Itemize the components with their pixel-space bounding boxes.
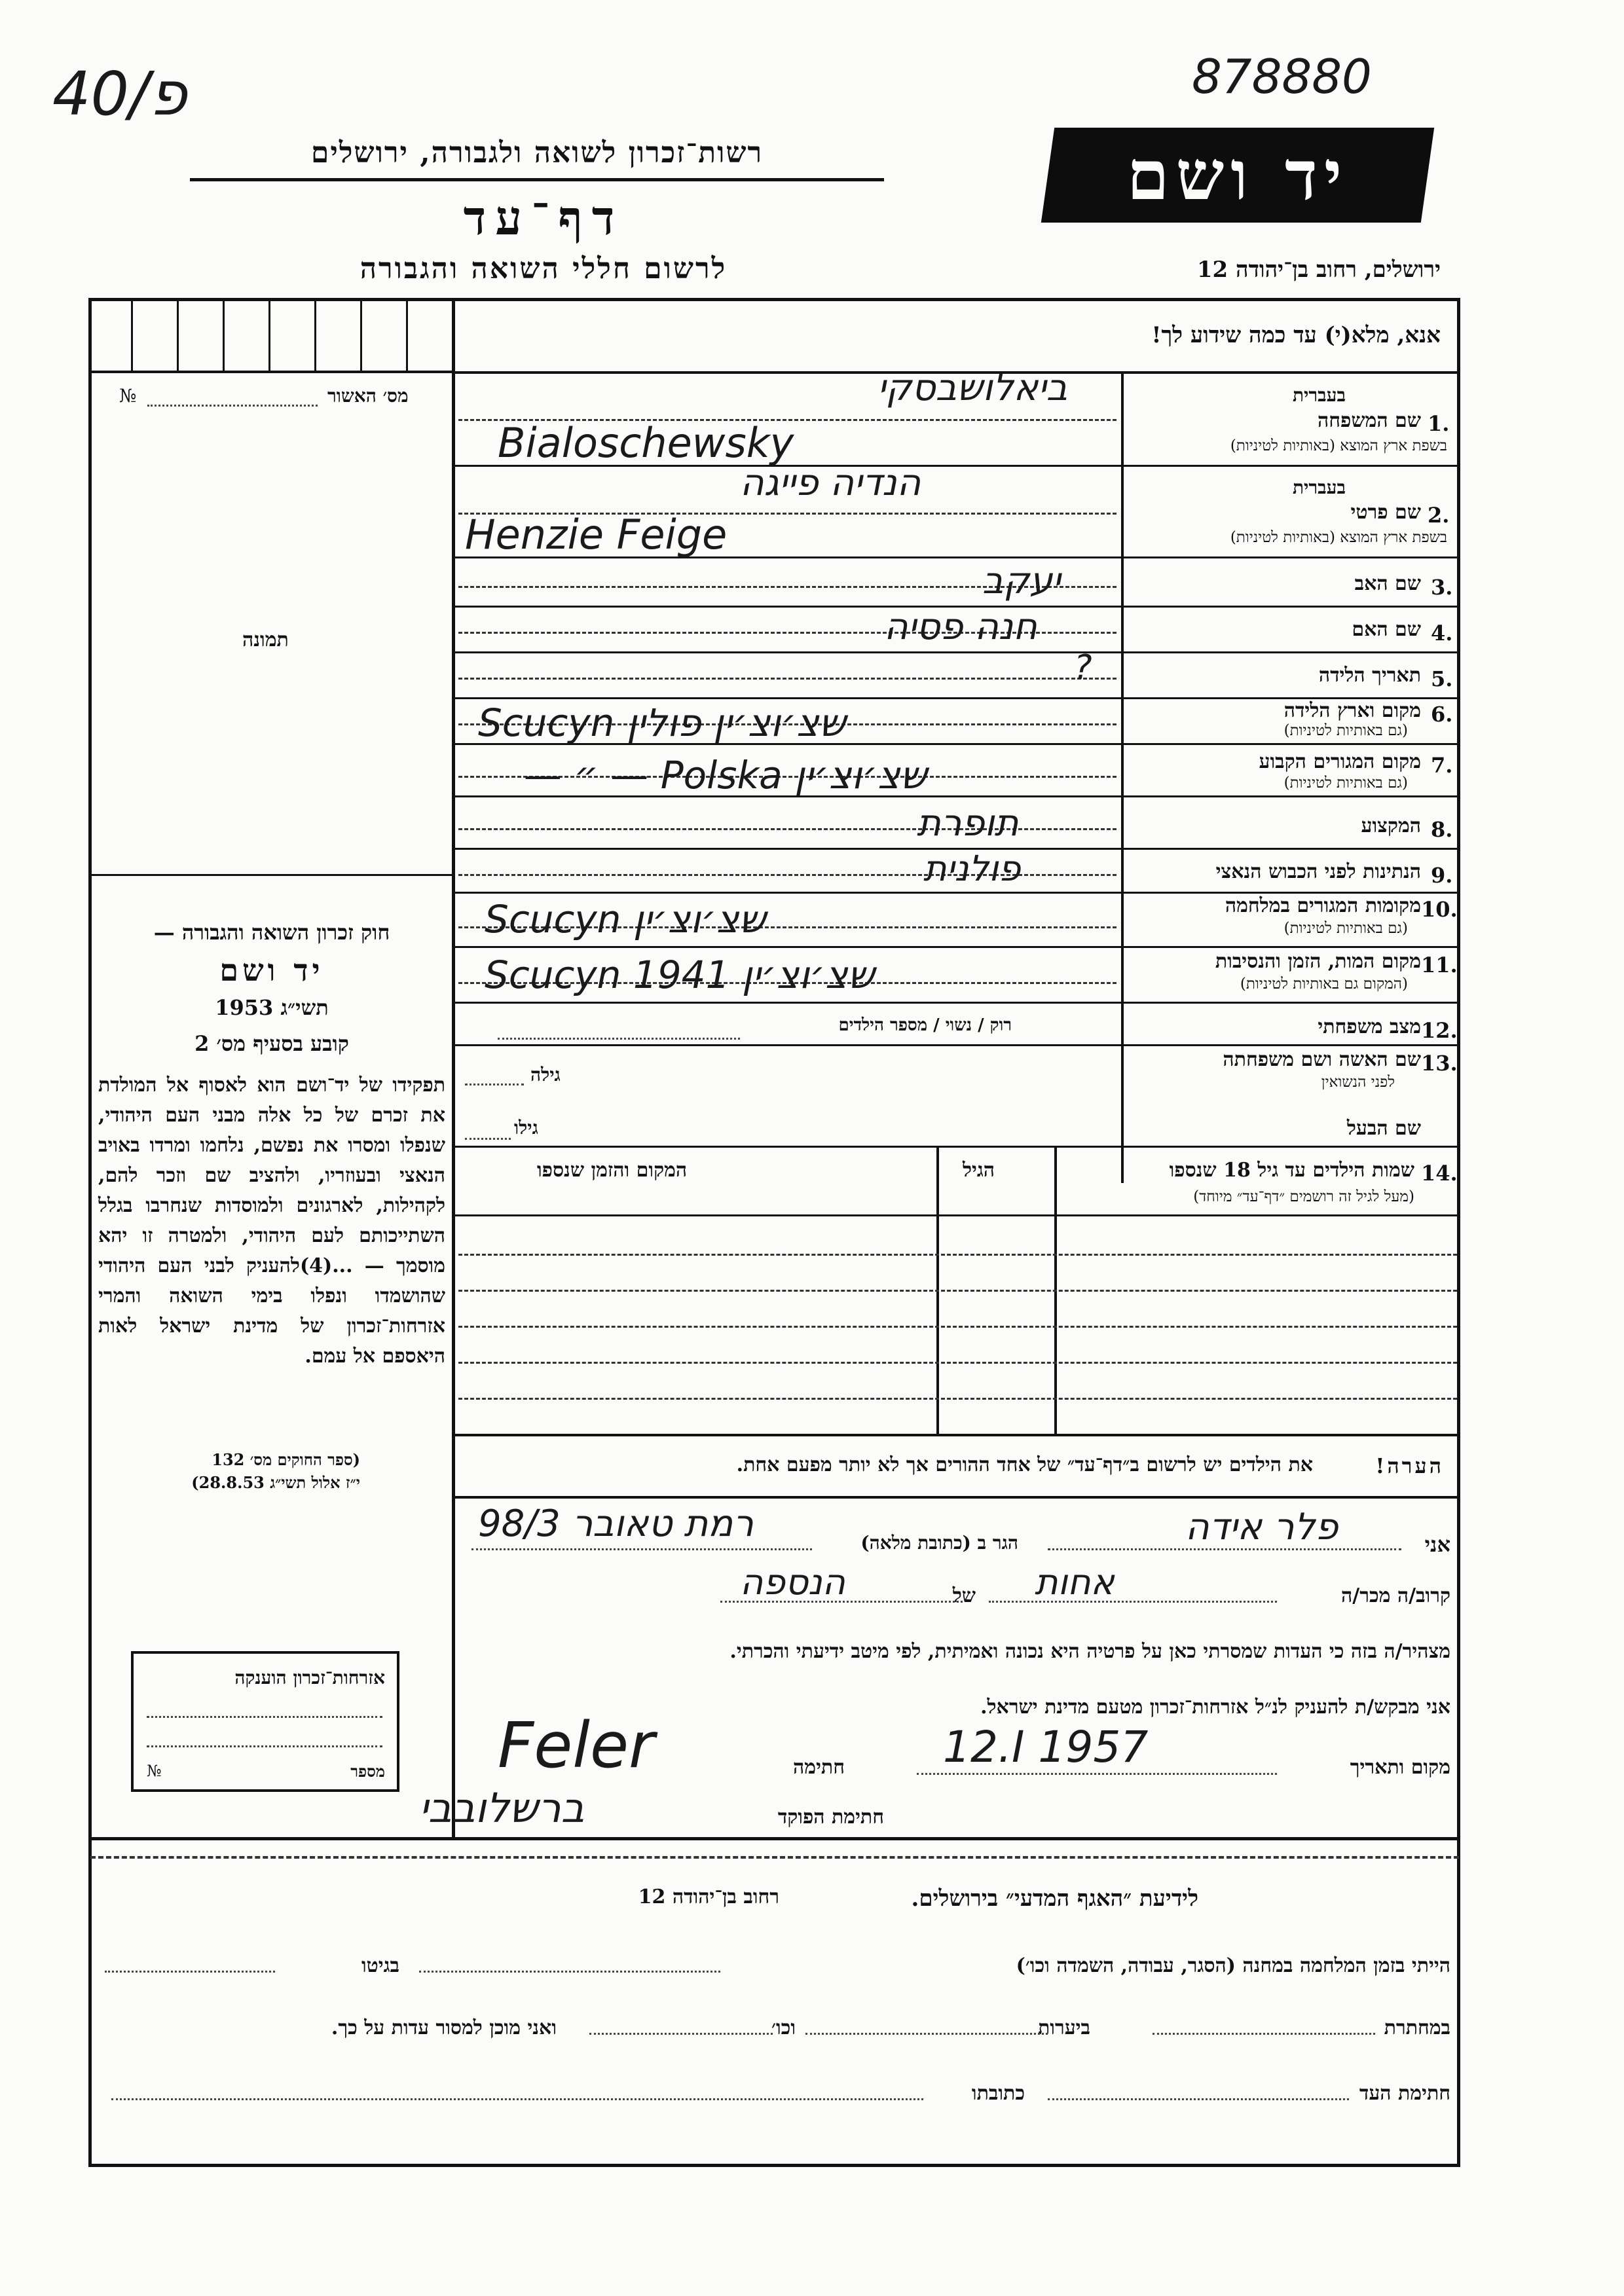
law-body: תפקידו של יד־ושם הוא לאסוף אל המולדת את זכרם של כל אלה מבני העם היהודי, שנפלו ומסרו את נפשם, נלחמו ומרדו באויב הנאצי ובעוזריו, ולהציב שם וזכר להם, לקהילות, לארגונים ולמוסדות שנחרבו בגלל השתייכותם לעם היהודי, ולמטרה זו יהא מוסמך — ...(4)להעניק לבני העם היהודי שהושמדו ונפלו בימי השואה והמרי אזרחות־זכרון של מדינת ישראל לאות היאספם אל עמם.	[98, 1074, 445, 1368]
declarant-resides-label: הגר ב (כתובת מלאה)	[860, 1532, 1018, 1554]
form-name: דף־עד	[463, 190, 624, 246]
law-year-hebrew: תשי״ג	[280, 995, 329, 1020]
note-text: את הילדים יש לרשום ב״דף־עד״ של אחד ההורים אך לא יותר מפעם אחת.	[736, 1453, 1313, 1476]
yad-vashem-logo	[1041, 128, 1434, 223]
father-name-value[interactable]: יעקב	[982, 560, 1061, 602]
relation-value[interactable]: אחות	[1035, 1561, 1115, 1603]
first-name-latin-value[interactable]: Henzie Feige	[465, 511, 728, 558]
footer-line2c: וכו׳	[771, 2016, 796, 2039]
birth-place-sub: (גם באותיות לטיניות)	[1283, 722, 1408, 739]
declarant-address[interactable]: רמת טאובר 98/3	[478, 1503, 754, 1545]
law-name: יד ושם	[219, 953, 324, 988]
surname-hebrew-value[interactable]: ביאלושבסקי	[877, 367, 1068, 409]
law-title: חוק זכרון השואה והגבורה —	[153, 920, 390, 945]
signature-label: חתימה	[793, 1756, 845, 1779]
first-name-hebrew-tag: בעברית	[1292, 477, 1346, 498]
citizenship-number-mark: №	[147, 1762, 162, 1780]
footer-line2b: ביערות	[1037, 2016, 1090, 2039]
footer-line2a: במחתרת	[1384, 2016, 1450, 2039]
logo-text: יד ושם	[1126, 135, 1349, 215]
corner-handwritten-mark: 40/פ	[52, 59, 187, 129]
birth-date-label: תאריך הלידה	[1318, 664, 1421, 687]
declarant-ani: אני	[1424, 1532, 1450, 1557]
declaration-date[interactable]: 12.I 1957	[943, 1722, 1149, 1772]
occupation-label: המקצוע	[1361, 814, 1421, 837]
war-residence-sub: (גם באותיות לטיניות)	[1283, 920, 1408, 937]
death-place-value[interactable]: Scucyn שצ׳וצ׳ין 1941	[485, 953, 875, 997]
footer-line3b: כתובתו	[971, 2082, 1025, 2105]
declarant-name[interactable]: פלר אידה	[1185, 1506, 1338, 1548]
birth-place-value[interactable]: Scucyn שצ׳וצ׳ין פולין	[478, 701, 846, 745]
wife-age-label: גילה	[530, 1064, 561, 1085]
footer-line1b: בגיטו	[361, 1954, 399, 1977]
field-number-7: 7.	[1431, 753, 1453, 778]
law-source: (ספר החוקים מס׳ 132	[212, 1450, 360, 1469]
occupation-value[interactable]: תופרת	[917, 802, 1019, 845]
field-number-12: 12.	[1421, 1018, 1458, 1043]
first-name-sub: בשפת ארץ המוצא (באותיות לטיניות)	[1230, 529, 1447, 546]
relation-label: קרוב/ה מכר/ה	[1341, 1584, 1450, 1607]
photo-label: תמונה	[242, 629, 289, 651]
wife-name-sub: לפני הנשואין	[1321, 1074, 1395, 1091]
surname-sub: בשפת ארץ המוצא (באותיות לטיניות)	[1230, 437, 1447, 454]
field-number-5: 5.	[1431, 666, 1453, 691]
permanent-residence-value[interactable]: — ״ — Polska שצ׳וצ׳ין	[524, 753, 927, 797]
field-number-6: 6.	[1431, 702, 1453, 727]
field-number-14: 14.	[1421, 1161, 1458, 1186]
war-residence-value[interactable]: Scucyn שצ׳וצ׳ין	[485, 897, 766, 941]
nationality-label: הנתינות לפני הכבוש הנאצי	[1215, 860, 1421, 883]
birth-place-label: מקום וארץ הלידה	[1283, 699, 1421, 722]
form-purpose: לרשום חללי השואה והגבורה	[360, 252, 728, 285]
footer-line2d: ואני מוכן למסור עדות על כך.	[331, 2016, 557, 2039]
relation-of-label: של	[952, 1584, 976, 1607]
field-number-2: 2.	[1428, 503, 1450, 528]
citizenship-box-title: אזרחות־זכרון הוענקה	[234, 1667, 385, 1688]
first-name-hebrew-value[interactable]: הנדיה פייגה	[740, 462, 921, 504]
footer-address: רחוב בן־יהודה 12	[638, 1886, 779, 1908]
field-number-13: 13.	[1421, 1051, 1458, 1076]
declaration-text: מצהיר/ה בזה כי העדות שמסרתי כאן על פרטיה היא נכונה ואמיתית, לפי מיטב ידיעתי והכרתי.	[729, 1640, 1450, 1663]
children-label: שמות הילדים עד גיל 18 שנספו	[1169, 1159, 1414, 1182]
children-sub: (מעל לגיל זה רושמים ״דף־עד״ מיוחד)	[1193, 1188, 1414, 1205]
husband-age-label: גילו	[514, 1117, 538, 1139]
surname-hebrew-tag: בעברית	[1292, 384, 1346, 406]
officer-signature[interactable]: ברשלובבי	[419, 1784, 585, 1832]
field-number-8: 8.	[1431, 817, 1453, 842]
officer-signature-label: חתימת הפוקד	[777, 1806, 884, 1829]
declarant-signature[interactable]: Feler	[498, 1709, 655, 1782]
marital-status-options[interactable]: רוק / נשוי / מספר הילדים	[838, 1015, 1012, 1035]
place-date-label: מקום ותאריך	[1350, 1756, 1450, 1779]
field-number-11: 11.	[1421, 953, 1458, 977]
archive-number: 878880	[1192, 49, 1372, 104]
footer-title: לידיעת ״האגף המדעי״ בירושלים.	[911, 1886, 1198, 1912]
mother-name-label: שם האם	[1352, 618, 1421, 641]
children-age-column: הגיל	[963, 1159, 995, 1182]
surname-latin-value[interactable]: Bialoschewsky	[498, 419, 794, 467]
law-section: קובע בסעיף מס׳ 2	[194, 1031, 349, 1056]
law-year-number: 1953	[215, 995, 274, 1020]
address: ירושלים, רחוב בן־יהודה 12	[1196, 257, 1441, 283]
citizenship-box	[131, 1651, 399, 1792]
approval-number-label: מס׳ האשור	[327, 385, 409, 407]
note-label: הערה!	[1375, 1453, 1444, 1478]
children-place-column: המקום והזמן שנספו	[537, 1159, 688, 1182]
surname-label: שם המשפחה	[1317, 409, 1421, 432]
field-number-3: 3.	[1431, 575, 1453, 600]
footer-line1a: הייתי בזמן המלחמה במחנה (הסגר, עבודה, השמדה וכו׳)	[1016, 1954, 1450, 1977]
death-place-sub: (המקום גם באותיות לטיניות)	[1240, 975, 1408, 993]
war-residence-label: מקומות המגורים במלחמה	[1225, 894, 1421, 917]
law-source-date: י״ז אלול תשי״ג 28.8.53)	[191, 1473, 360, 1492]
field-number-1: 1.	[1428, 411, 1450, 436]
nationality-value[interactable]: פולנית	[923, 848, 1021, 889]
marital-status-label: מצב משפחתי	[1318, 1015, 1421, 1038]
father-name-label: שם האב	[1354, 572, 1421, 595]
death-place-label: מקום המות, הזמן והנסיבות	[1215, 950, 1421, 973]
footer-line3a: חתימת העד	[1359, 2082, 1450, 2105]
relation-of-value[interactable]: הנספה	[740, 1561, 845, 1603]
approval-number-mark: №	[119, 385, 137, 407]
birth-date-value[interactable]: ?	[1074, 648, 1092, 687]
permanent-residence-label: מקום המגורים הקבוע	[1259, 750, 1421, 773]
request-text: אני מבקש/ת להעניק לנ״ל אזרחות־זכרון מטעם מדינת ישראל.	[980, 1696, 1450, 1719]
husband-name-label: שם הבעל	[1346, 1117, 1421, 1140]
wife-name-label: שם האשה ושם משפחתה	[1223, 1048, 1421, 1071]
record-id-boxes	[90, 300, 452, 372]
first-name-label: שם פרטי	[1350, 501, 1421, 524]
field-number-10: 10.	[1421, 897, 1458, 922]
citizenship-number-label: מספר	[350, 1762, 385, 1781]
permanent-residence-sub: (גם באותיות לטיניות)	[1283, 774, 1408, 792]
law-year	[98, 995, 445, 1020]
mother-name-value[interactable]: חנה פסיה	[884, 606, 1037, 648]
field-number-9: 9.	[1431, 863, 1453, 888]
field-number-4: 4.	[1431, 621, 1453, 646]
authority-title: רשות־זכרון לשואה ולגבורה, ירושלים	[310, 136, 764, 170]
instruction: אנא, מלא(י) עד כמה שידוע לך!	[1151, 322, 1441, 348]
